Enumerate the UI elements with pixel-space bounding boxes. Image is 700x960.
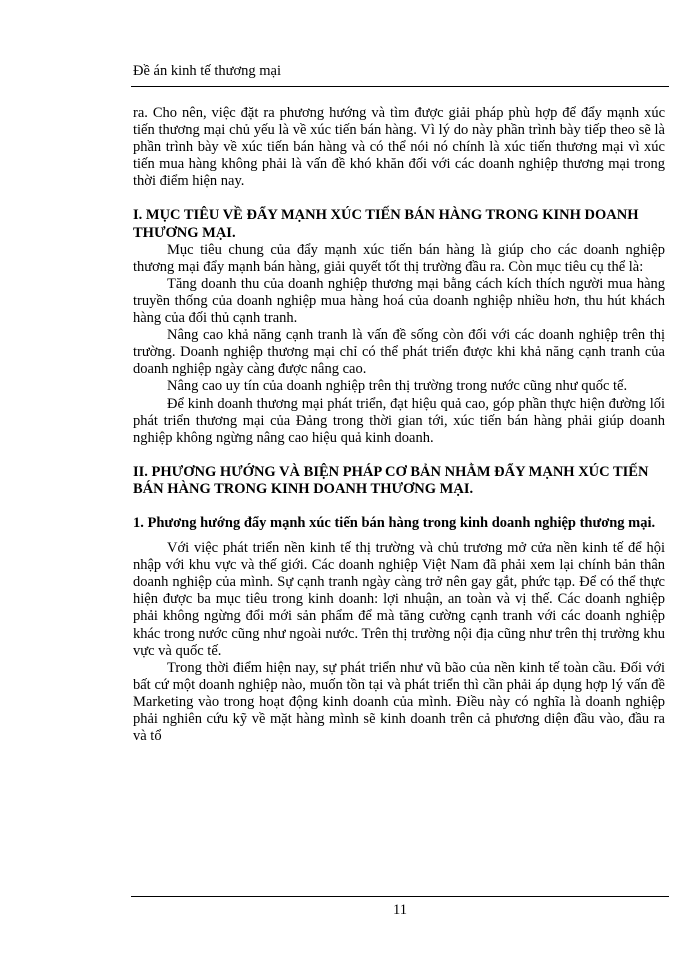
subsection-1-heading: 1. Phương hướng đẩy mạnh xúc tiến bán hàng trong kinh doanh nghiệp thương mại. bbox=[133, 514, 656, 531]
page-body bbox=[133, 105, 665, 745]
page-number: 11 bbox=[393, 902, 407, 918]
section-1-paragraph-1: Mục tiêu chung của đẩy mạnh xúc tiến bán hàng là giúp cho các doanh nghiệp thương mại đẩy mạnh bán hàng, giải quyết tốt thị trường đầu ra. Còn mục tiêu cụ thể là: bbox=[133, 241, 665, 275]
section-1-paragraph-4: Nâng cao uy tín của doanh nghiệp trên thị trường trong nước cũng như quốc tế. bbox=[167, 378, 628, 395]
section-1-paragraph-5: Để kinh doanh thương mại phát triển, đạt hiệu quả cao, góp phần thực hiện đường lối phát triển thương mại của Đảng trong thời gian tới, xúc tiến bán hàng phải giúp doanh nghiệp không ngừng nâng cao hiệu quả kinh doanh. bbox=[133, 395, 665, 446]
footer-divider bbox=[131, 896, 669, 897]
section-1-paragraph-3: Nâng cao khả năng cạnh tranh là vấn đề sống còn đối với các doanh nghiệp trên thị trường. Doanh nghiệp thương mại chỉ có thể phát triển được khi khả năng cạnh tranh của doanh nghiệp ngày càng được nâng cao. bbox=[133, 327, 665, 378]
section-2-paragraph-2: Trong thời điểm hiện nay, sự phát triển như vũ bão của nền kinh tế toàn cầu. Đối với bất cứ một doanh nghiệp nào, muốn tồn tại và phát triển thì cần phải áp dụng hợp lý vấn đề Marketing vào trong hoạt động kinh doanh của mình. Điều này có nghĩa là doanh nghiệp phải nghiên cứu kỹ về mặt hàng mình sẽ kinh doanh trên cả phương diện đầu vào, đầu ra và tổ bbox=[133, 659, 665, 745]
section-1-heading: I. MỤC TIÊU VỀ ĐẨY MẠNH XÚC TIẾN BÁN HÀNG TRONG KINH DOANH THƯƠNG MẠI. bbox=[133, 207, 639, 241]
running-header: Đề án kinh tế thương mại bbox=[133, 63, 282, 79]
section-2-heading: II. PHƯƠNG HƯỚNG VÀ BIỆN PHÁP CƠ BẢN NHẰM ĐẨY MẠNH XÚC TIẾN BÁN HÀNG TRONG KINH DOANH THƯƠNG MẠI. bbox=[133, 463, 649, 497]
header-divider bbox=[131, 86, 669, 87]
section-1-paragraph-2: Tăng doanh thu của doanh nghiệp thương mại bằng cách kích thích người mua hàng truyền thống của doanh nghiệp mua hàng hoá của doanh nghiệp nhiều hơn, thu hút khách hàng của đối thủ cạnh tranh. bbox=[133, 275, 665, 327]
section-2-paragraph-1: Với việc phát triển nền kinh tế thị trường và chủ trương mở cửa nền kinh tế để hội nhập với khu vực và thế giới. Các doanh nghiệp Việt Nam đã phải xem lại chính bản thân doanh nghiệp của mình. Sự cạnh tranh ngày càng trở nên gay gắt, phức tạp. Để có thể thực hiện được ba mục tiêu trong kinh doanh: lợi nhuận, an toàn và vị thế. Các doanh nghiệp phải không ngừng đổi mới sản phẩm để mà tăng cường cạnh tranh với các doanh nghiệp khác trong nước cũng như ngoài nước. Trên thị trường nội địa cũng như trên thị trường khu vực và quốc tế. bbox=[133, 540, 665, 659]
intro-paragraph: ra. Cho nên, việc đặt ra phương hướng và tìm được giải pháp phù hợp để đẩy mạnh xúc tiến thương mại chủ yếu là về xúc tiến bán hàng. Vì lý do này phần trình bày tiếp theo sẽ là phần trình bày về xúc tiến bán hàng và có thể nói nó chính là xúc tiến thương mại vì xúc tiến mua hàng không phải là vấn đề khó khăn đối với các doanh nghiệp thương mại trong thời điểm hiện nay. bbox=[133, 105, 665, 190]
